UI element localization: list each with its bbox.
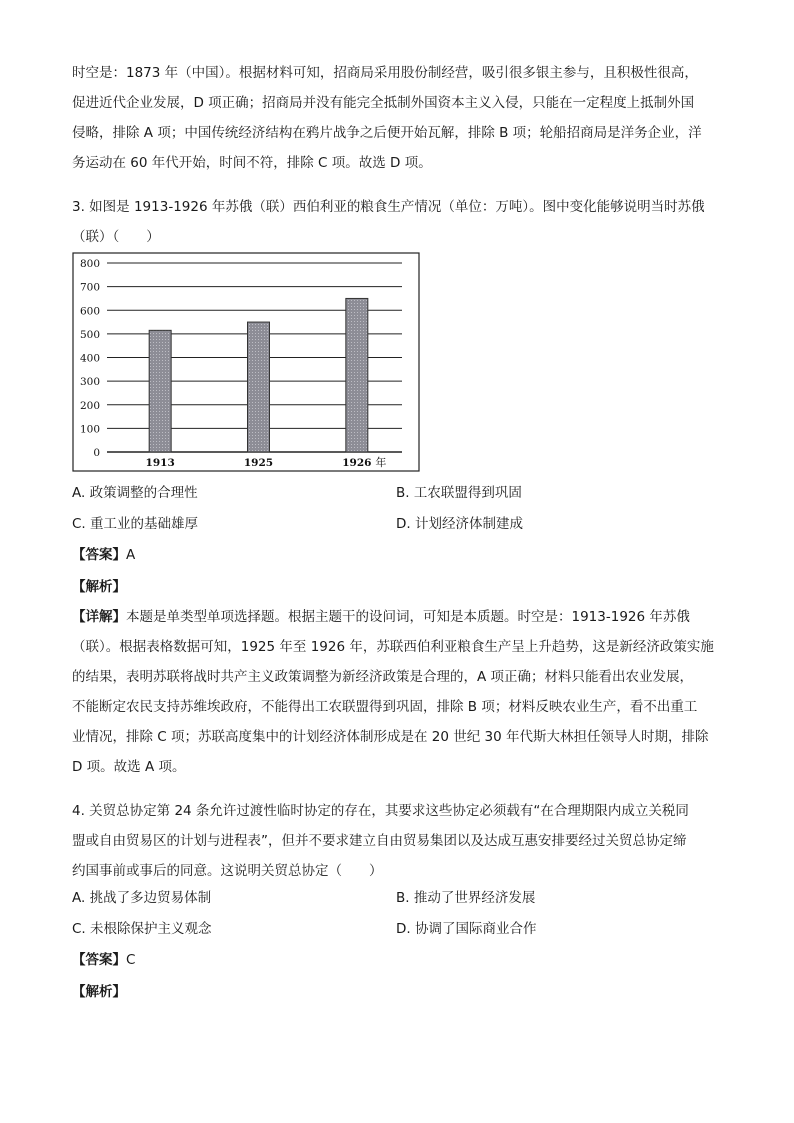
q2-explanation (72, 58, 724, 178)
q3-option-b[interactable]: B. 工农联盟得到巩固 (396, 485, 522, 501)
x-tick-label: 1913 (145, 457, 175, 469)
answer-value: C (126, 952, 136, 968)
answer-label: 【答案】 (72, 952, 126, 968)
text-line: D 项。故选 A 项。 (72, 759, 186, 775)
x-tick-label: 1925 (243, 457, 274, 469)
bar (248, 322, 270, 452)
text-line: （联）（ ） (72, 229, 160, 245)
q4-stem (72, 796, 724, 886)
y-tick-label: 400 (79, 352, 100, 365)
y-tick-label: 800 (79, 258, 100, 270)
grain-production-chart (72, 252, 420, 472)
text-line: 业情况，排除 C 项；苏联高度集中的计划经济体制形成是在 20 世纪 30 年代斯大林担任领导人时期，排除 (72, 729, 709, 745)
y-tick-label: 0 (93, 447, 100, 459)
text-line: 盟或自由贸易区的计划与进程表”，但并不要求建立自由贸易集团以及达成互惠安排要经过关贸总协定缔 (72, 833, 687, 849)
bar (149, 330, 171, 452)
y-tick-label: 300 (79, 376, 100, 389)
detail-label: 【详解】 (72, 609, 126, 625)
text-line: 约国事前或事后的同意。这说明关贸总协定（ ） (72, 863, 383, 879)
text-line: 时空是：1873 年（中国）。根据材料可知，招商局采用股份制经营，吸引很多银主参与，且积极性很高， (72, 65, 698, 81)
q3-option-d[interactable]: D. 计划经济体制建成 (396, 516, 523, 532)
text-line: 4. 关贸总协定第 24 条允许过渡性临时协定的存在，其要求这些协定必须载有“在合理期限内成立关税同 (72, 803, 689, 819)
text-line: 不能断定农民支持苏维埃政府，不能得出工农联盟得到巩固，排除 B 项；材料反映农业生产，看不出重工 (72, 699, 698, 715)
q4-option-b[interactable]: B. 推动了世界经济发展 (396, 890, 536, 906)
text-line: 侵略，排除 A 项；中国传统经济结构在鸦片战争之后便开始瓦解，排除 B 项；轮船招商局是洋务企业，洋 (72, 125, 702, 141)
q4-option-c[interactable]: C. 未根除保护主义观念 (72, 921, 212, 937)
x-tick-label: 1926 (342, 457, 372, 469)
q4-answer (72, 950, 135, 970)
q3-answer (72, 545, 135, 565)
bar (346, 298, 368, 452)
q3-option-c[interactable]: C. 重工业的基础雄厚 (72, 516, 199, 532)
q3-option-a[interactable]: A. 政策调整的合理性 (72, 485, 198, 501)
chart-svg (72, 252, 420, 472)
text-line: 3. 如图是 1913-1926 年苏俄（联）西伯利亚的粮食生产情况（单位：万吨）。图中变化能够说明当时苏俄 (72, 199, 705, 215)
y-tick-label: 100 (79, 423, 100, 436)
q3-detail (72, 602, 724, 782)
text-line (72, 602, 724, 632)
detail-text: 本题是单类型单项选择题。根据主题干的设问词，可知是本质题。时空是：1913-1926 年苏俄 (126, 609, 690, 625)
text-line: （联）。根据表格数据可知，1925 年至 1926 年，苏联西伯利亚粮食生产呈上升趋势，这是新经济政策实施 (72, 639, 714, 655)
y-tick-label: 700 (79, 281, 100, 294)
text-line: 务运动在 60 年代开始，时间不符，排除 C 项。故选 D 项。 (72, 155, 432, 171)
q4-analysis-label: 【解析】 (72, 984, 126, 1000)
y-tick-label: 500 (79, 328, 100, 341)
answer-label: 【答案】 (72, 547, 126, 563)
y-tick-label: 200 (79, 399, 100, 412)
q4-option-d[interactable]: D. 协调了国际商业合作 (396, 921, 537, 937)
q4-option-a[interactable]: A. 挑战了多边贸易体制 (72, 890, 212, 906)
q3-analysis-label: 【解析】 (72, 579, 126, 595)
q3-stem (72, 192, 724, 252)
x-unit-label: 年 (375, 456, 387, 469)
answer-value: A (126, 547, 136, 563)
text-line: 的结果，表明苏联将战时共产主义政策调整为新经济政策是合理的，A 项正确；材料只能看出农业发展， (72, 669, 694, 685)
y-tick-label: 600 (79, 305, 100, 318)
text-line: 促进近代企业发展，D 项正确；招商局并没有能完全抵制外国资本主义入侵，只能在一定程度上抵制外国 (72, 95, 695, 111)
